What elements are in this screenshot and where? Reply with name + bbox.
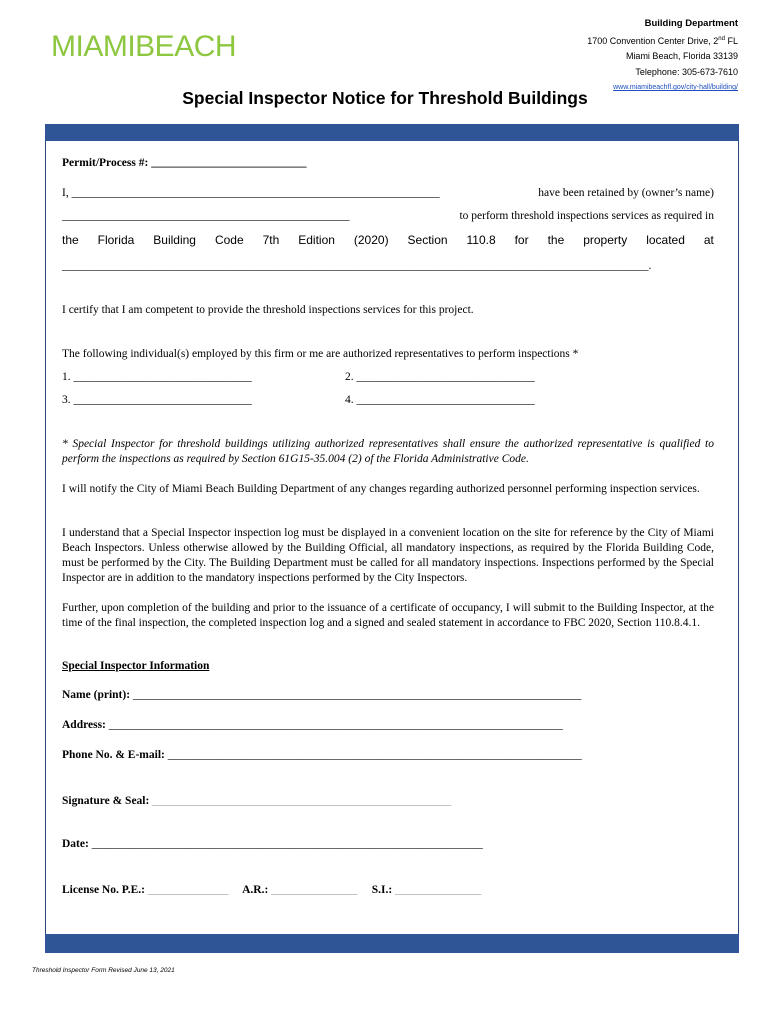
owner-line-text: to perform threshold inspections services as required in xyxy=(459,210,714,222)
code-line-word: Florida xyxy=(97,233,135,247)
name-label: Name (print): xyxy=(62,689,131,701)
code-line-word: the xyxy=(547,233,565,247)
ar-label: A.R.: xyxy=(242,884,269,896)
department-telephone: Telephone: 305-673-7610 xyxy=(635,66,738,77)
code-line-word: for xyxy=(514,233,529,247)
owner-name-field[interactable]: __________________________________________________ xyxy=(62,210,350,222)
page-title: Special Inspector Notice for Threshold Buildings xyxy=(182,88,588,108)
department-name: Building Department xyxy=(644,18,738,29)
further-text: Further, upon completion of the building and prior to the issuance of a certificate of occupancy, I will submit to the Building Inspector, at the time of the final inspection, the completed inspection log and a signed and sealed statement in accordance to FBC 2020, Section 110.8.4.1. xyxy=(62,602,714,629)
license-pe-label: License No. P.E.: xyxy=(62,884,145,896)
bottom-footer-bar xyxy=(45,934,739,953)
authorized-intro: The following individual(s) employed by this firm or me are authorized representatives to perform inspections * xyxy=(62,348,579,360)
code-line-word: Building xyxy=(153,233,196,247)
permit-label: Permit/Process #: xyxy=(62,157,149,169)
ar-field[interactable]: _______________ xyxy=(271,884,358,896)
footnote-text: * Special Inspector for threshold buildings utilizing authorized representatives shall ensure the authorized representative is qualified to perform the inspections as required by Section 61G15-35.004 (2) of the Florida Administrative Code. xyxy=(62,438,714,465)
pe-field[interactable]: ______________ xyxy=(147,884,229,896)
department-address-line2: Miami Beach, Florida 33139 xyxy=(625,51,738,61)
info-heading: Special Inspector Information xyxy=(62,660,210,672)
department-info xyxy=(587,16,738,96)
code-line-word: 7th xyxy=(262,233,280,247)
code-line-word: at xyxy=(703,233,714,247)
code-line xyxy=(62,233,714,247)
department-address-line1: 1700 Convention Center Drive, 2nd FL xyxy=(587,35,738,46)
code-line-word: property xyxy=(583,233,628,247)
rep-3-field[interactable]: 3. _______________________________ xyxy=(62,394,252,406)
top-header-bar xyxy=(45,124,739,141)
name-field[interactable]: ______________________________________________________________________________ xyxy=(132,689,582,701)
logo-part2: BEACH xyxy=(135,30,237,63)
code-line-word: Section xyxy=(407,233,448,247)
date-field[interactable]: ____________________________________________________________________ xyxy=(91,838,483,850)
rep-2-field[interactable]: 2. _______________________________ xyxy=(345,371,535,383)
address-line xyxy=(62,719,563,731)
phone-line xyxy=(62,749,582,761)
property-address-field[interactable]: ______________________________________________________________________________________________________. xyxy=(62,260,652,272)
code-line-word: (2020) xyxy=(353,233,389,247)
code-line-word: Edition xyxy=(298,233,335,247)
notify-text: I will notify the City of Miami Beach Building Department of any changes regarding authorized personnel performing inspection services. xyxy=(62,483,700,495)
logo-part1: MIAMI xyxy=(51,30,136,63)
understand-text: I understand that a Special Inspector inspection log must be displayed in a convenient location on the site for reference by the City of Miami Beach Inspectors. Unless otherwise allowed by the Building Official, all mandatory inspections, as required by the Florida Building Code, must be performed by the City. The Building Department must be called for all mandatory inspections. Inspections performed by the Special Inspector are in addition to the mandatory inspections performed by the City Inspectors. xyxy=(62,527,714,584)
signature-line xyxy=(62,795,451,807)
name-line xyxy=(62,689,581,701)
owner-line xyxy=(62,210,714,222)
code-line-word: 110.8 xyxy=(466,233,496,247)
form-revision-footer: Threshold Inspector Form Revised June 13, 2021 xyxy=(32,967,175,974)
si-field[interactable]: _______________ xyxy=(395,884,482,896)
rep-4-field[interactable]: 4. _______________________________ xyxy=(345,394,535,406)
license-line xyxy=(62,884,481,896)
code-line-word: Code xyxy=(214,233,244,247)
code-line-word: the xyxy=(62,233,79,247)
signature-label: Signature & Seal: xyxy=(62,795,150,807)
line1-start: I, xyxy=(62,187,69,199)
code-line-word: located xyxy=(646,233,685,247)
date-line xyxy=(62,838,483,850)
signature-field[interactable]: ____________________________________________________ xyxy=(152,795,452,807)
rep-1-field[interactable]: 1. _______________________________ xyxy=(62,371,252,383)
permit-field[interactable]: ___________________________ xyxy=(151,157,307,169)
si-label: S.I.: xyxy=(371,884,393,896)
retained-owner-text: have been retained by (owner’s name) xyxy=(538,187,714,199)
address-label: Address: xyxy=(62,719,106,731)
retained-line xyxy=(62,187,714,199)
retained-name-field[interactable]: ________________________________________________________________ xyxy=(71,187,440,199)
certify-text: I certify that I am competent to provide the threshold inspections services for this project. xyxy=(62,304,474,316)
department-website-link[interactable]: www.miamibeachfl.gov/city-hall/building/ xyxy=(613,84,738,91)
address-field[interactable]: _______________________________________________________________________________ xyxy=(108,719,564,731)
phone-email-field[interactable]: ________________________________________________________________________ xyxy=(167,749,582,761)
date-label: Date: xyxy=(62,838,89,850)
phone-label: Phone No. & E-mail: xyxy=(62,749,165,761)
permit-line xyxy=(62,157,306,169)
miami-beach-logo xyxy=(51,30,236,64)
